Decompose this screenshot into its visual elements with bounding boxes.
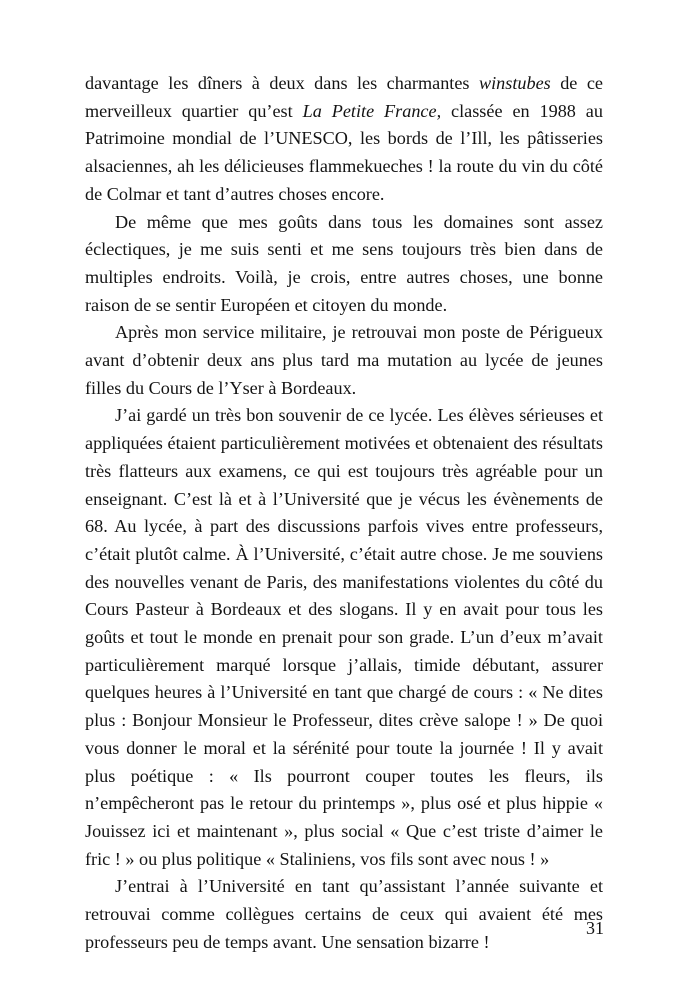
text-run: Après mon service militaire, je retrouvai mon poste de Périgueux avant d’obtenir deux ans plus tard ma mutation au lycée de jeunes filles du Cours de l’Yser à Bordeaux. bbox=[85, 322, 603, 398]
text-run: classée en 1988 au Patrimoine mondial de l’UNESCO, les bords de l’Ill, les pâtisseries alsaciennes, ah les délicieuses flammekueches ! la route du vin du côté de Colmar et tant d’autres choses encore. bbox=[85, 100, 603, 204]
italic-text: La Petite France, bbox=[302, 100, 442, 121]
text-run: davantage les dîners à deux dans les charmantes bbox=[85, 73, 479, 93]
text-run: J’ai gardé un très bon souvenir de ce lycée. Les élèves sérieuses et appliquées étaient particulièrement motivées et obtenaient des résultats très flatteurs aux examens, ce qui est toujours très agréable pour un enseignant. C’est là et à l’Université que je vécus les évènements de 68. Au lycée, à part des discussions parfois vives entre professeurs, c’était plutôt calme. À l’Université, c’était autre chose. Je me souviens des nouvelles venant de Paris, des manifestations violentes du côté du Cours Pasteur à Bordeaux et des slogans. Il y en avait pour tous les goûts et tout le monde en prenait pour son grade. L’un d’eux m’avait particulièrement marqué lorsque j’allais, timide débutant, assurer quelques heures à l’Université en tant que chargé de cours : « Ne dites plus : Bonjour Monsieur le Professeur, dites crève salope ! » De quoi vous donner le moral et la sérénité pour toute la journée ! Il y avait plus poétique : « Ils pourront couper toutes les fleurs, ils n’empêcheront pas le retour du printemps », plus osé et plus hippie « Jouissez ici et maintenant », plus social « Que c’est triste d’aimer le fric ! » ou plus politique « Staliniens, vos fils sont avec nous ! » bbox=[85, 405, 603, 869]
paragraph bbox=[85, 209, 603, 320]
page-number: 31 bbox=[586, 918, 604, 938]
text-run: de ce merveilleux quartier qu’est bbox=[85, 73, 604, 121]
paragraph bbox=[85, 319, 603, 402]
paragraph bbox=[85, 873, 603, 956]
text-run: De même que mes goûts dans tous les domaines sont assez éclectiques, je me suis senti et me sens toujours très bien dans de multiples endroits. Voilà, je crois, entre autres choses, une bonne raison de se sentir Européen et citoyen du monde. bbox=[85, 211, 603, 315]
paragraph bbox=[85, 402, 603, 873]
text-run: J’entrai à l’Université en tant qu’assistant l’année suivante et retrouvai comme collègues certains de ceux qui avaient été mes professeurs peu de temps avant. Une sensation bizarre ! bbox=[85, 876, 603, 952]
italic-text: winstubes bbox=[478, 73, 551, 93]
body-text bbox=[85, 70, 603, 957]
paragraph bbox=[85, 70, 603, 209]
